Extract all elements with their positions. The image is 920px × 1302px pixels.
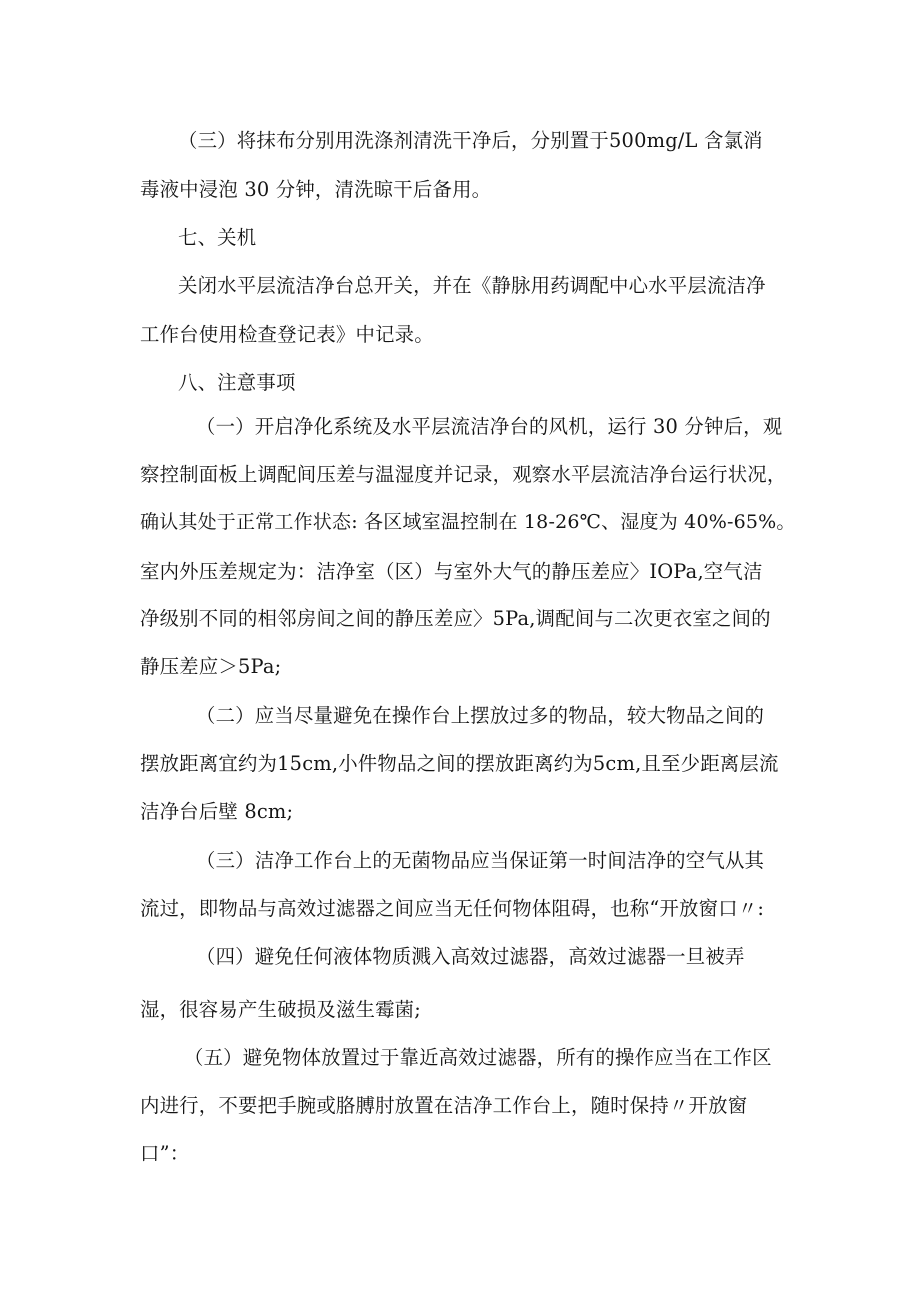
paragraph-line: 洁净台后壁 8cm; (140, 800, 294, 823)
paragraph-line: 流过，即物品与高效过滤器之间应当无任何物体阻碍，也称“开放窗口〃: (140, 897, 765, 920)
paragraph-line: （三）洁净工作台上的无菌物品应当保证第一时间洁净的空气从其 (196, 849, 765, 872)
paragraph-line: 湿，很容易产生破损及滋生霉菌; (140, 998, 422, 1021)
paragraph-line: 确认其处于正常工作状态: 各区域室温控制在 18-26℃、湿度为 40%-65%。 (140, 511, 796, 533)
paragraph-line: （一）开启净化系统及水平层流洁净台的风机，运行 30 分钟后，观 (196, 415, 783, 438)
paragraph-line: 静压差应＞5Pa; (140, 655, 282, 678)
paragraph-line: 口”： (140, 1142, 190, 1165)
paragraph-line: （五）避免物体放置过于靠近高效过滤器，所有的操作应当在工作区 (184, 1046, 772, 1069)
paragraph-line: 察控制面板上调配间压差与温湿度并记录，观察水平层流洁净台运行状况， (140, 463, 787, 486)
paragraph-line: 毒液中浸泡 30 分钟，清洗晾干后备用。 (140, 178, 492, 201)
paragraph-line: 净级别不同的相邻房间之间的静压差应〉5Pa,调配间与二次更衣室之间的 (140, 607, 771, 630)
paragraph-line: 内进行，不要把手腕或胳膊肘放置在洁净工作台上，随时保持〃开放窗 (140, 1094, 748, 1117)
paragraph-line: 室内外压差规定为：洁净室（区）与室外大气的静压差应〉IOPa,空气洁 (140, 560, 763, 583)
paragraph-line: （四）避免任何液体物质溅入高效过滤器，高效过滤器一旦被弄 (196, 945, 745, 968)
paragraph-line: （二）应当尽量避免在操作台上摆放过多的物品，较大物品之间的 (196, 704, 765, 727)
paragraph-line: 关闭水平层流洁净台总开关，并在《静脉用药调配中心水平层流洁净 (178, 274, 766, 297)
section-heading: 七、关机 (178, 226, 257, 249)
paragraph-line: 工作台使用检查登记表》中记录。 (140, 323, 434, 346)
section-heading: 八、注意事项 (178, 371, 296, 394)
paragraph-line: （三）将抹布分别用洗涤剂清洗干净后，分别置于500mg/L 含氯消 (178, 129, 763, 152)
paragraph-line: 摆放距离宜约为15cm,小件物品之间的摆放距离约为5cm,且至少距离层流 (140, 752, 779, 775)
